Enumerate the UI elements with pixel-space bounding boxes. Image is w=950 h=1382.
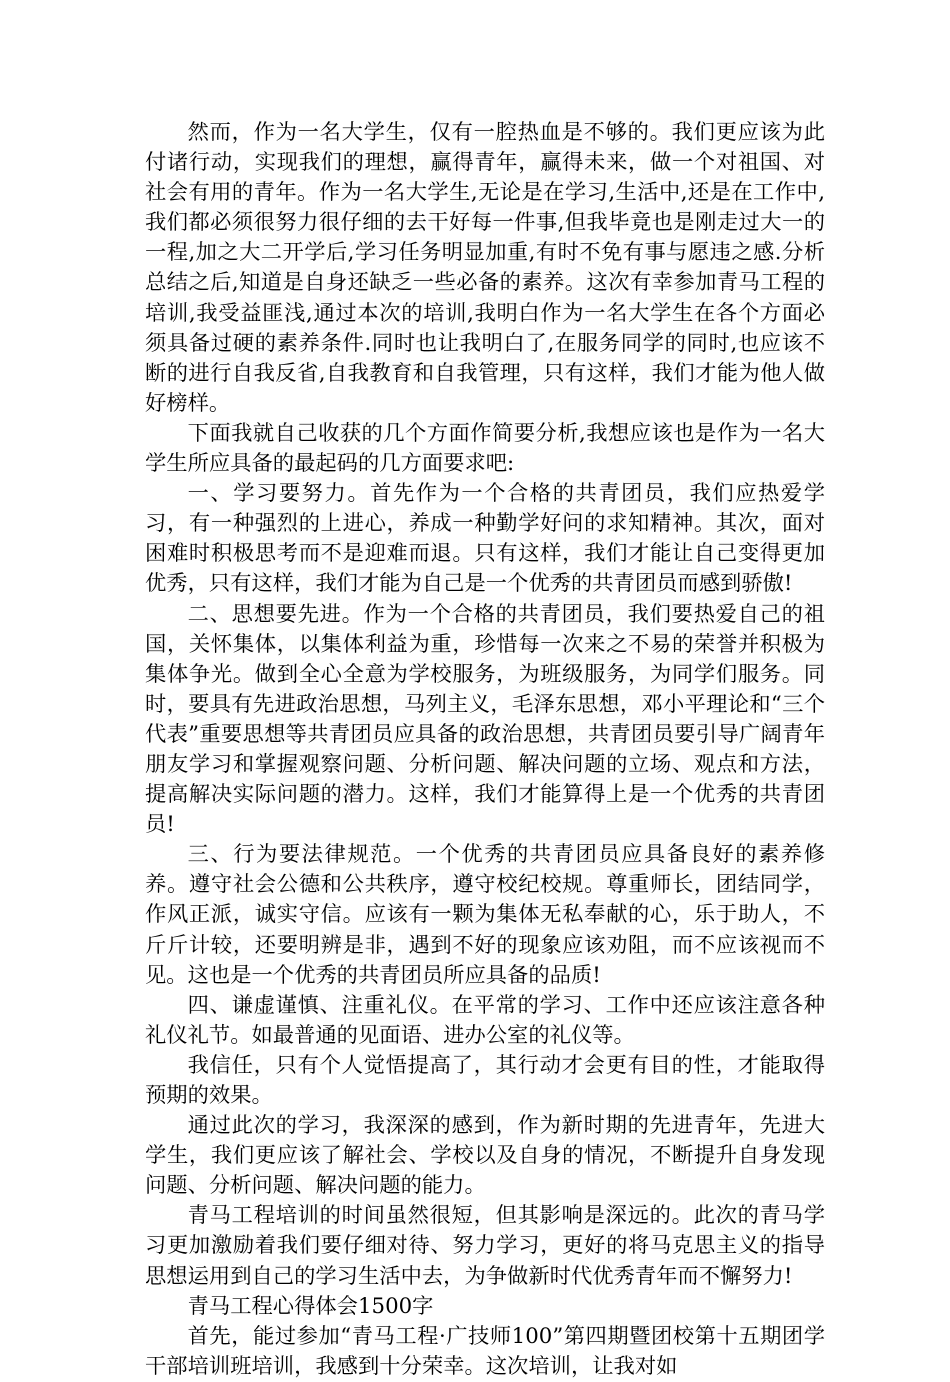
document-body bbox=[145, 118, 825, 1382]
paragraph: 首先，能过参加“青马工程·广技师100”第四期暨团校第十五期团学干部培训班培训，我感到十分荣幸。这次培训，让我对如 bbox=[145, 1323, 825, 1379]
paragraph: 通过此次的学习，我深深的感到，作为新时期的先进青年，先进大学生，我们更应该了解社会、学校以及自身的情况，不断提升自身发现问题、分析问题、解决问题的能力。 bbox=[145, 1113, 825, 1199]
paragraph: 二、思想要先进。作为一个合格的共青团员，我们要热爱自己的祖国，关怀集体，以集体利益为重，珍惜每一次来之不易的荣誉并积极为集体争光。做到全心全意为学校服务，为班级服务，为同学们服务。同时，要具有先进政治思想，马列主义，毛泽东思想，邓小平理论和“三个代表”重要思想等共青团员应具备的政治思想，共青团员要引导广阔青年朋友学习和掌握观察问题、分析问题、解决问题的立场、观点和方法，提高解决实际问题的潜力。这样，我们才能算得上是一个优秀的共青团员! bbox=[145, 601, 825, 838]
paragraph: 三、行为要法律规范。一个优秀的共青团员应具备良好的素养修养。遵守社会公德和公共秩序，遵守校纪校规。尊重师长，团结同学，作风正派，诚实守信。应该有一颗为集体无私奉献的心，乐于助人，不斤斤计较，还要明辨是非，遇到不好的现象应该劝阻，而不应该视而不见。这也是一个优秀的共青团员所应具备的品质! bbox=[145, 842, 825, 988]
paragraph: 四、谦虚谨慎、注重礼仪。在平常的学习、工作中还应该注意各种礼仪礼节。如最普通的见面语、进办公室的礼仪等。 bbox=[145, 992, 825, 1048]
paragraph: 青马工程培训的时间虽然很短，但其影响是深远的。此次的青马学习更加激励着我们要仔细对待、努力学习，更好的将马克思主义的指导思想运用到自己的学习生活中去，为争做新时代优秀青年而不懈努力! bbox=[145, 1203, 825, 1289]
paragraph: 下面我就自己收获的几个方面作简要分析,我想应该也是作为一名大学生所应具备的最起码的几方面要求吧: bbox=[145, 420, 825, 477]
paragraph: 一、学习要努力。首先作为一个合格的共青团员，我们应热爱学习，有一种强烈的上进心，养成一种勤学好问的求知精神。其次，面对困难时积极思考而不是迎难而退。只有这样，我们才能让自己变得更加优秀，只有这样，我们才能为自己是一个优秀的共青团员而感到骄傲! bbox=[145, 481, 825, 597]
section-heading: 青马工程心得体会1500字 bbox=[187, 1293, 434, 1319]
paragraph: 然而，作为一名大学生，仅有一腔热血是不够的。我们更应该为此付诸行动，实现我们的理想，赢得青年，赢得未来，做一个对祖国、对社会有用的青年。作为一名大学生,无论是在学习,生活中,还是在工作中,我们都必须很努力很仔细的去干好每一件事,但我毕竟也是刚走过大一的一程,加之大二开学后,学习任务明显加重,有时不免有事与愿违之感.分析总结之后,知道是自身还缺乏一些必备的素养。这次有幸参加青马工程的培训,我受益匪浅,通过本次的培训,我明白作为一名大学生在各个方面必须具备过硬的素养条件.同时也让我明白了,在服务同学的同时,也应该不断的进行自我反省,自我教育和自我管理，只有这样，我们才能为他人做好榜样。 bbox=[145, 120, 825, 416]
paragraph: 我信任，只有个人觉悟提高了，其行动才会更有目的性，才能取得预期的效果。 bbox=[145, 1052, 825, 1108]
